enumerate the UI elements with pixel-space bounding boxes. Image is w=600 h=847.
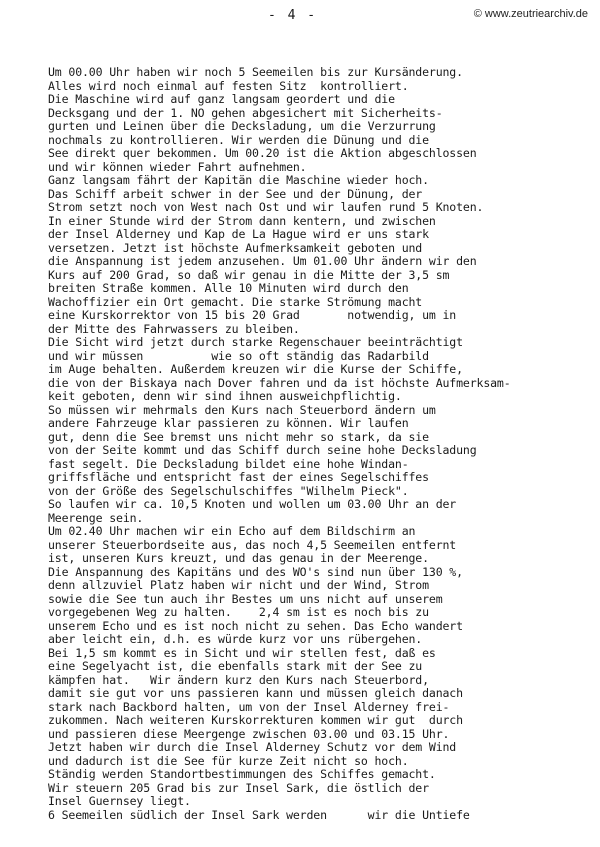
text-line: Alles wird noch einmal auf festen Sitz kontrolliert. xyxy=(48,78,409,93)
text-line: eine Kurskorrektor von 15 bis 20 Grad notwendig, um in xyxy=(48,308,457,322)
text-line: Um 02.40 Uhr machen wir ein Echo auf dem Bildschirm an xyxy=(48,524,416,538)
text-line: gurten und Leinen über die Decksladung, um die Verzurrung xyxy=(48,119,436,133)
text-line: 6 Seemeilen südlich der Insel Sark werden wir die Untiefe xyxy=(48,807,470,822)
text-line: fast segelt. Die Decksladung bildet eine hohe Windan- xyxy=(48,456,409,471)
watermark xyxy=(474,8,588,20)
text-line: kämpfen hat. Wir ändern kurz den Kurs nach Steuerbord, xyxy=(48,672,429,687)
text-line: unserer Steuerbordseite aus, das noch 4,5 Seemeilen entfernt xyxy=(48,537,457,552)
document-body xyxy=(48,66,600,822)
text-line: die von der Biskaya nach Dover fahren und da ist höchste Aufmerksam- xyxy=(48,375,511,390)
watermark-text: www.zeutriearchiv.de xyxy=(484,8,588,20)
text-line: von der Größe des Segelschulschiffes "Wilhelm Pieck". xyxy=(48,483,409,498)
page-number: - 4 - xyxy=(268,8,318,23)
text-line: griffsfläche und entspricht fast der eines Segelschiffes xyxy=(48,470,429,484)
text-line: und dadurch ist die See für kurze Zeit nicht so hoch. xyxy=(48,753,409,768)
text-line: und wir können wieder Fahrt aufnehmen. xyxy=(48,159,307,174)
text-line: Bei 1,5 sm kommt es in Sicht und wir stellen fest, daß es xyxy=(48,645,436,660)
text-line: keit geboten, denn wir sind ihnen ausweichpflichtig. xyxy=(48,389,402,403)
text-line: Die Sicht wird jetzt durch starke Regenschauer beeinträchtigt xyxy=(48,335,463,349)
text-line: Jetzt haben wir durch die Insel Alderney Schutz vor dem Wind xyxy=(48,740,457,754)
text-line: eine Segelyacht ist, die ebenfalls stark mit der See zu xyxy=(48,659,423,673)
text-line: unserem Echo und es ist noch nicht zu sehen. Das Echo wandert xyxy=(48,618,463,633)
text-line: zukommen. Nach weiteren Kurskorrekturen kommen wir gut durch xyxy=(48,713,463,727)
text-line: versetzen. Jetzt ist höchste Aufmerksamkeit geboten und xyxy=(48,240,423,255)
text-line: von der Seite kommt und das Schiff durch seine hohe Decksladung xyxy=(48,443,477,457)
text-line: Insel Guernsey liegt. xyxy=(48,794,191,808)
text-line: Ständig werden Standortbestimmungen des Schiffes gemacht. xyxy=(48,767,436,781)
text-line: So laufen wir ca. 10,5 Knoten und wollen um 03.00 Uhr an der xyxy=(48,497,457,511)
text-line: im Auge behalten. Außerdem kreuzen wir die Kurse der Schiffe, xyxy=(48,362,463,376)
text-line: Wir steuern 205 Grad bis zur Insel Sark, die östlich der xyxy=(48,780,429,795)
text-line: breiten Straße kommen. Alle 10 Minuten wird durch den xyxy=(48,281,409,295)
text-line: Meerenge sein. xyxy=(48,510,144,525)
text-line: gut, denn die See bremst uns nicht mehr so stark, da sie xyxy=(48,429,429,444)
text-line: nochmals zu kontrollieren. Wir werden die Dünung und die xyxy=(48,132,429,147)
text-line: Kurs auf 200 Grad, so daß wir genau in die Mitte der 3,5 sm xyxy=(48,267,450,282)
text-line: aber leicht ein, d.h. es würde kurz vor uns rübergehen. xyxy=(48,632,423,646)
text-line: der Insel Alderney und Kap de La Hague wird er uns stark xyxy=(48,227,429,241)
text-line: sowie die See tun auch ihr Bestes um uns nicht auf unserem xyxy=(48,591,443,606)
text-line: Das Schiff arbeit schwer in der See und der Dünung, der xyxy=(48,186,423,201)
text-line: stark nach Backbord halten, um von der Insel Alderney frei- xyxy=(48,699,450,714)
text-line: und wir müssen wie so oft ständig das Radarbild xyxy=(48,348,429,363)
text-line: die Anspannung ist jedem anzusehen. Um 01.00 Uhr ändern wir den xyxy=(48,254,477,268)
text-line: Strom setzt noch von West nach Ost und wir laufen rund 5 Knoten. xyxy=(48,200,484,214)
text-line: Um 00.00 Uhr haben wir noch 5 Seemeilen bis zur Kursänderung. xyxy=(48,65,463,79)
text-line: damit sie gut vor uns passieren kann und müssen gleich danach xyxy=(48,686,463,700)
text-line: andere Fahrzeuge klar passieren zu können. Wir laufen xyxy=(48,416,409,430)
text-line: Decksgang und der 1. NO gehen abgesichert mit Sicherheits- xyxy=(48,105,443,120)
text-line: Ganz langsam fährt der Kapitän die Maschine wieder hoch. xyxy=(48,173,429,187)
copyright-icon: © xyxy=(473,8,482,20)
text-line: ist, unseren Kurs kreuzt, und das genau in der Meerenge. xyxy=(48,551,429,565)
text-line: See direkt quer bekommen. Um 00.20 ist die Aktion abgeschlossen xyxy=(48,146,477,160)
text-line: Die Anspannung des Kapitäns und des WO's sind nun über 130 %, xyxy=(48,564,463,579)
text-line: der Mitte des Fahrwassers zu bleiben. xyxy=(48,321,300,336)
text-line: In einer Stunde wird der Strom dann kentern, und zwischen xyxy=(48,213,436,228)
text-line: So müssen wir mehrmals den Kurs nach Steuerbord ändern um xyxy=(48,402,436,417)
text-line: und passieren diese Meergenge zwischen 03.00 und 03.15 Uhr. xyxy=(48,726,450,741)
text-line: Wachoffizier ein Ort gemacht. Die starke Strömung macht xyxy=(48,294,423,309)
text-line: vorgegebenen Weg zu halten. 2,4 sm ist es noch bis zu xyxy=(48,605,429,619)
text-line: denn allzuviel Platz haben wir nicht und der Wind, Strom xyxy=(48,578,429,592)
text-line: Die Maschine wird auf ganz langsam geordert und die xyxy=(48,92,395,106)
